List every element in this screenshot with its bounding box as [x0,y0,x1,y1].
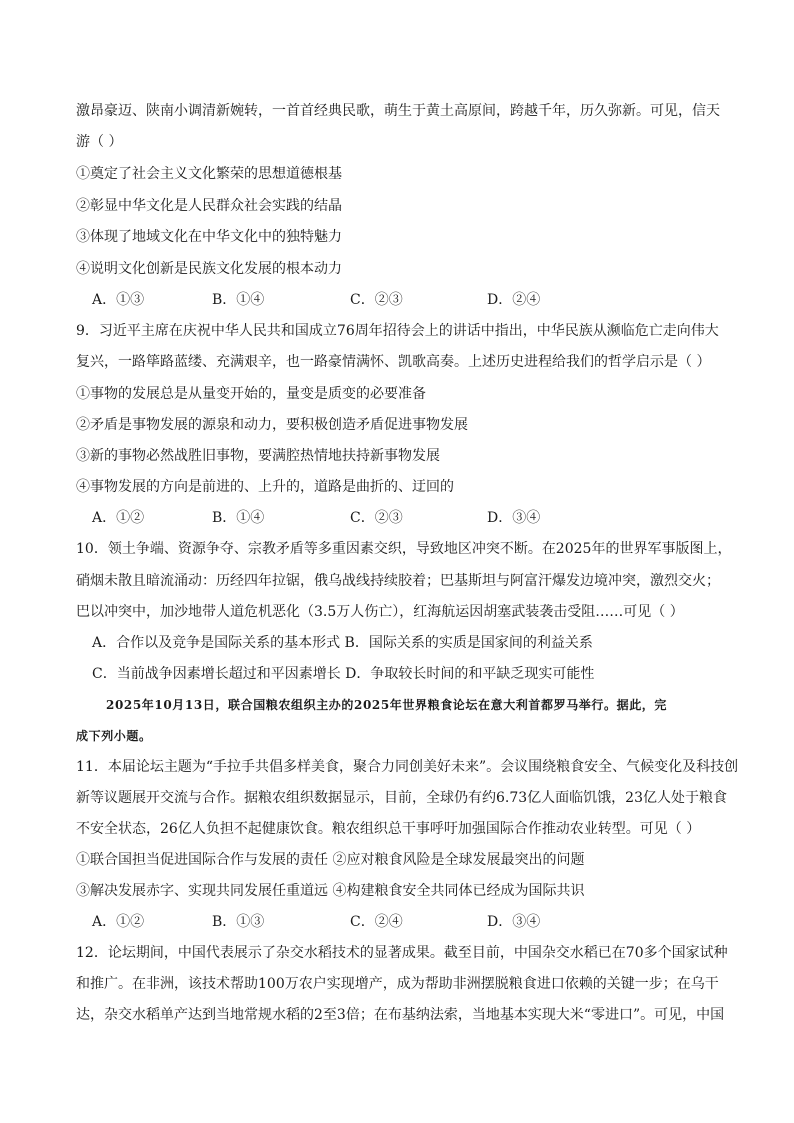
q11-statements-34: ③解决发展赤字、实现共同发展任重道远 ④构建粮食安全共同体已经成为国际共识 [76,883,585,899]
q11-option-c[interactable]: C．②④ [350,914,403,930]
q9-statement-3: ③新的事物必然战胜旧事物，要满腔热情地扶持新事物发展 [76,448,440,464]
q8-option-a[interactable]: A．①③ [92,292,145,308]
material-line-2: 成下列小题。 [76,729,152,743]
q11-option-b[interactable]: B．①③ [212,914,265,930]
q8-stem-line-2: 游（ ） [76,134,123,150]
q8-statement-1: ①奠定了社会主义文化繁荣的思想道德根基 [76,166,342,182]
q10-stem-line-1: 10．领土争端、资源争夺、宗教矛盾等多重因素交织，导致地区冲突不断。在2025年的世界军事版图上， [76,541,732,557]
q10-stem-line-3: 巴以冲突中，加沙地带人道危机恶化（3.5万人伤亡），红海航运因胡塞武装袭击受阻……可见（ ） [76,604,684,620]
q11-statements-12: ①联合国担当促进国际合作与发展的责任 ②应对粮食风险是全球发展最突出的问题 [76,852,585,868]
q12-stem-line-1: 12．论坛期间，中国代表展示了杂交水稻技术的显著成果。截至目前，中国杂交水稻已在70多个国家试种 [76,945,728,961]
material-line-1: 2025年10月13日，联合国粮农组织主办的2025年世界粮食论坛在意大利首都罗马举行。据此，完 [106,698,667,712]
q9-option-c[interactable]: C．②③ [350,510,403,526]
q11-stem-line-2: 新等议题展开交流与合作。据粮农组织数据显示，目前，全球仍有约6.73亿人面临饥饿，23亿人处于粮食 [76,790,727,806]
q9-option-d[interactable]: D．③④ [487,510,541,526]
q9-statement-2: ②矛盾是事物发展的源泉和动力，要积极创造矛盾促进事物发展 [76,417,468,433]
q8-statement-4: ④说明文化创新是民族文化发展的根本动力 [76,261,342,277]
q11-option-a[interactable]: A．①② [92,914,145,930]
q9-statement-4: ④事物发展的方向是前进的、上升的，道路是曲折的、迂回的 [76,479,454,495]
q11-stem-line-1: 11．本届论坛主题为“手拉手共倡多样美食，聚合力同创美好未来”。会议围绕粮食安全、气候变化及科技创 [76,759,739,775]
q10-options-cd[interactable]: C．当前战争因素增长超过和平因素增长 D．争取较长时间的和平缺乏现实可能性 [92,666,595,682]
q11-stem-line-3: 不安全状态，26亿人负担不起健康饮食。粮农组织总干事呼吁加强国际合作推动农业转型。可见（ ） [76,821,701,837]
q9-statement-1: ①事物的发展总是从量变开始的，量变是质变的必要准备 [76,386,426,402]
q8-option-c[interactable]: C．②③ [350,292,403,308]
q8-stem-line-1: 激昂豪迈、陕南小调清新婉转，一首首经典民歌，萌生于黄土高原间，跨越千年，历久弥新。可见，信天 [76,103,720,119]
q10-stem-line-2: 硝烟未散且暗流涌动：历经四年拉锯，俄乌战线持续胶着；巴基斯坦与阿富汗爆发边境冲突，激烈交火； [76,573,720,589]
q12-stem-line-3: 达，杂交水稻单产达到当地常规水稻的2至3倍；在布基纳法索，当地基本实现大米“零进口”。可见，中国 [76,1007,725,1023]
q9-option-a[interactable]: A．①② [92,510,145,526]
q8-statement-3: ③体现了地域文化在中华文化中的独特魅力 [76,229,342,245]
q10-options-ab[interactable]: A．合作以及竞争是国际关系的基本形式 B．国际关系的实质是国家间的利益关系 [92,635,593,651]
q8-statement-2: ②彰显中华文化是人民群众社会实践的结晶 [76,198,342,214]
q8-option-b[interactable]: B．①④ [212,292,265,308]
q9-option-b[interactable]: B．①④ [212,510,265,526]
q9-stem-line-2: 复兴，一路筚路蓝缕、充满艰辛，也一路豪情满怀、凯歌高奏。上述历史进程给我们的哲学启示是（ ） [76,354,711,370]
q12-stem-line-2: 和推广。在非洲，该技术帮助100万农户实现增产，成为帮助非洲摆脱粮食进口依赖的关键一步；在乌干 [76,976,719,992]
q11-option-d[interactable]: D．③④ [487,914,541,930]
q9-stem-line-1: 9．习近平主席在庆祝中华人民共和国成立76周年招待会上的讲话中指出，中华民族从濒临危亡走向伟大 [76,323,719,339]
q8-option-d[interactable]: D．②④ [487,292,541,308]
